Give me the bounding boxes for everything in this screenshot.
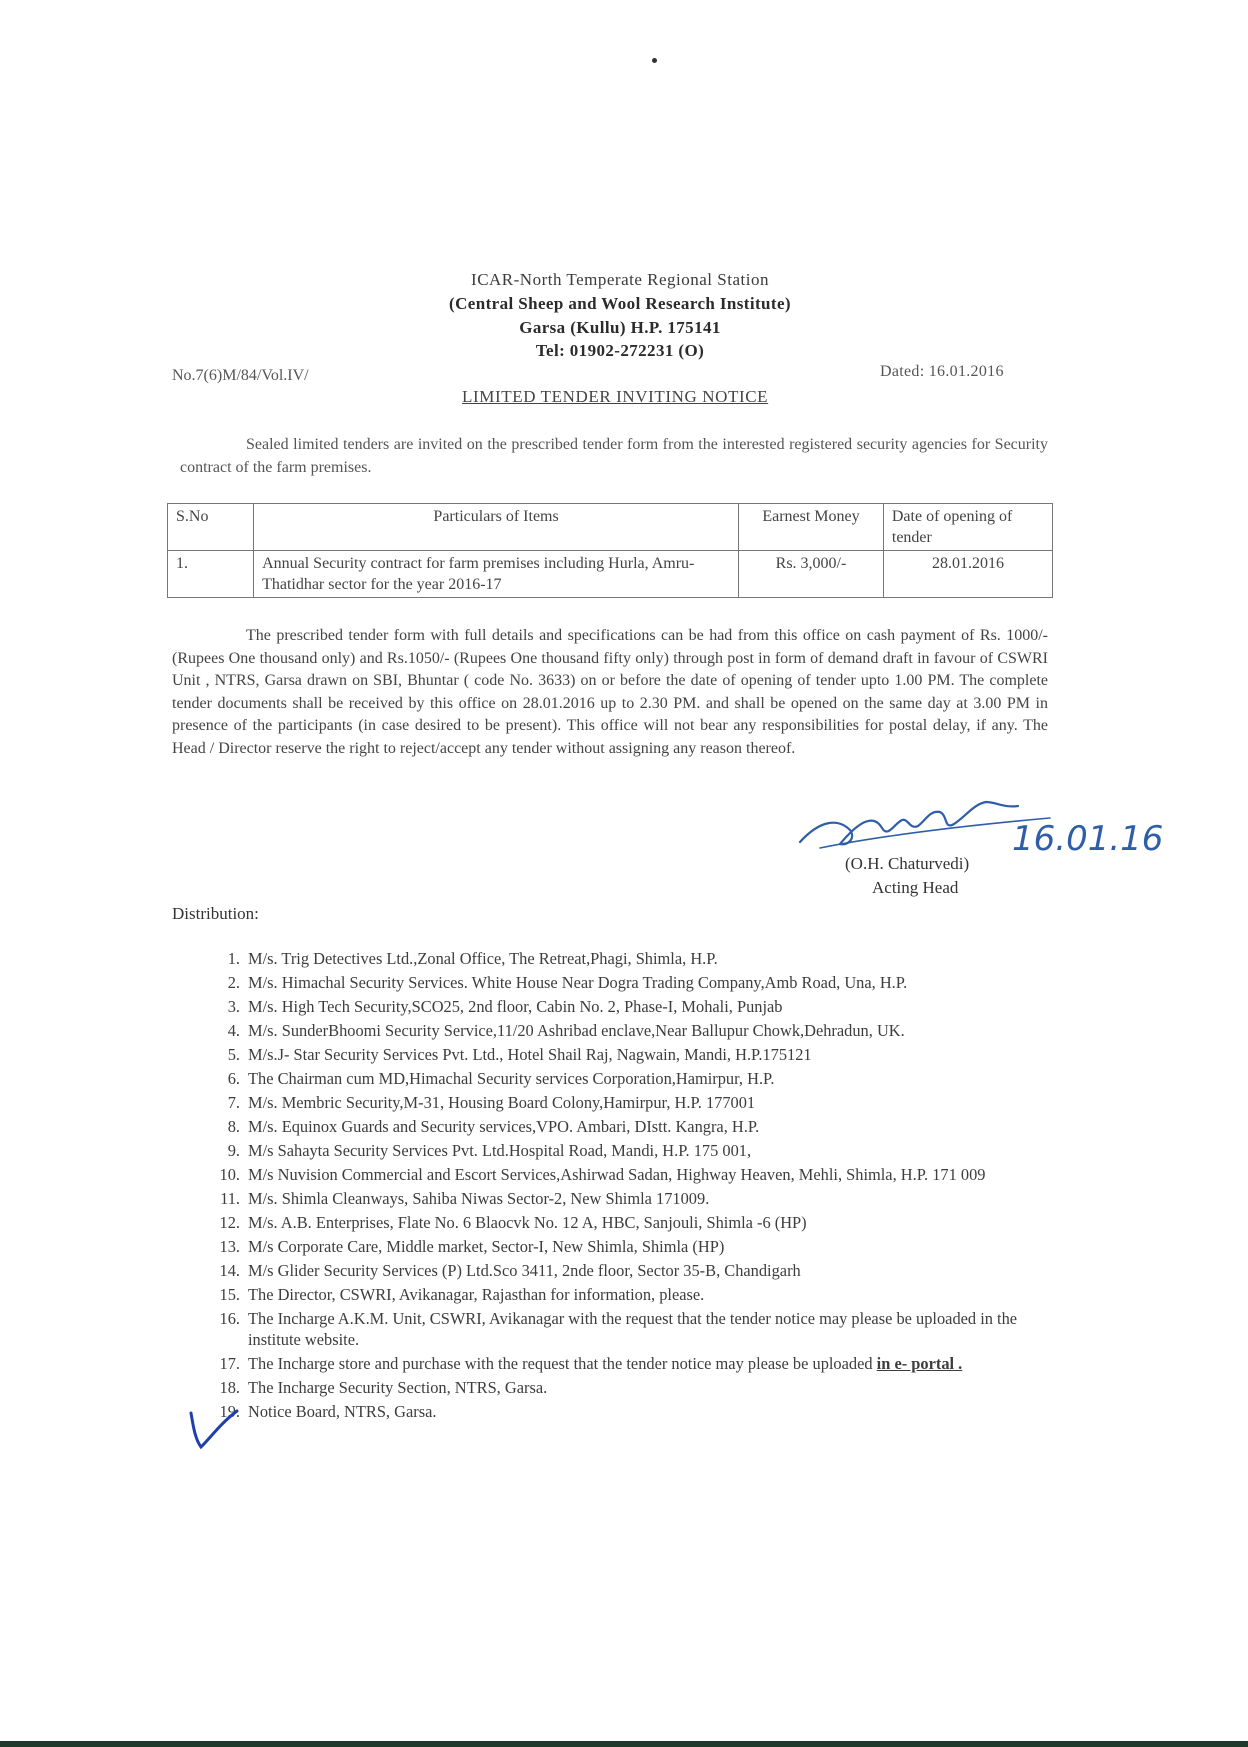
list-item-number: 5. [227,1045,240,1064]
list-item [219,1377,1068,1398]
list-item-text: M/s. Trig Detectives Ltd.,Zonal Office, The Retreat,Phagi, Shimla, H.P. [248,949,718,968]
table-row [168,551,1053,598]
list-item-number: 13. [219,1237,240,1256]
list-item-text: M/s. A.B. Enterprises, Flate No. 6 Blaocvk No. 12 A, HBC, Sanjouli, Shimla -6 (HP) [248,1213,807,1232]
speck-mark [652,58,657,63]
distribution-label: Distribution: [172,904,259,923]
signer-name: (O.H. Chaturvedi) [845,854,970,873]
header-opening-date: Date of opening of tender [883,504,1052,551]
list-item-number: 1. [227,949,240,968]
header-earnest-money: Earnest Money [739,504,884,551]
list-item-text: M/s. Himachal Security Services. White House Near Dogra Trading Company,Amb Road, Una, H.P. [248,973,908,992]
row-opening-date: 28.01.2016 [883,551,1052,598]
list-item-text: Notice Board, NTRS, Garsa. [248,1402,437,1421]
page-bottom-bar [0,1741,1248,1747]
list-item-text: M/s Glider Security Services (P) Ltd.Sco 3411, 2nde floor, Sector 35-B, Chandigarh [248,1261,801,1280]
intro-paragraph: Sealed limited tenders are invited on the prescribed tender form from the interested registered security agencies for Security contract of the farm premises. [180,436,1048,476]
list-item [219,1401,1068,1422]
list-item-number: 10. [219,1165,240,1184]
list-item [219,1164,1068,1185]
list-item-number: 7. [227,1093,240,1112]
list-item-number: 11. [220,1189,240,1208]
list-item [219,1212,1068,1233]
terms-paragraph: The prescribed tender form with full details and specifications can be had from this office on cash payment of Rs. 1000/- (Rupees One thousand only) and Rs.1050/- (Rupees One thousand fifty only) through post in form of demand draft in favour of CSWRI Unit , NTRS, Garsa drawn on SBI, Bhuntar ( code No. 3633) on or before the date of opening of tender upto 1.00 PM. The complete tender documents shall be received by this office on 28.01.2016 up to 2.30 PM. and shall be opened on the same day at 3.00 PM in presence of the participants (in case desired to be present). This office will not bear any responsibilities for postal delay, if any. The Head / Director reserve the right to reject/accept any tender without assigning any reason thereof. [172,627,1048,757]
list-item [227,972,1068,993]
list-item-text: M/s. SunderBhoomi Security Service,11/20 Ashribad enclave,Near Ballupur Chowk,Dehradun, UK. [248,1021,905,1040]
list-item-number: 8. [227,1117,240,1136]
list-item-number: 15. [219,1285,240,1304]
header-particulars: Particulars of Items [254,504,739,551]
list-item-text: The Incharge A.K.M. Unit, CSWRI, Avikanagar with the request that the tender notice may please be uploaded in the institute website. [248,1309,1018,1349]
institute-name: (Central Sheep and Wool Research Institute) [449,294,791,313]
list-item-text: M/s Corporate Care, Middle market, Sector-I, New Shimla, Shimla (HP) [248,1237,725,1256]
list-item [227,1140,1068,1161]
list-item-number: 19. [219,1402,240,1421]
list-item-text: M/s. High Tech Security,SCO25, 2nd floor, Cabin No. 2, Phase-I, Mohali, Punjab [248,997,783,1016]
list-item-number: 16. [219,1309,240,1328]
signer-title: Acting Head [872,878,959,897]
institute-telephone: Tel: 01902-272231 (O) [535,341,705,360]
check-mark-icon [185,1405,245,1455]
list-item-number: 4. [227,1021,240,1040]
list-item [219,1353,1068,1374]
notice-title: LIMITED TENDER INVITING NOTICE [462,387,769,406]
list-item-number: 14. [219,1261,240,1280]
row-sno: 1. [168,551,254,598]
list-item-text: M/s. Membric Security,M-31, Housing Board Colony,Hamirpur, H.P. 177001 [248,1093,756,1112]
list-item [219,1308,1068,1350]
list-item [219,1260,1068,1281]
handwritten-date: 16.01.16 [1012,819,1164,859]
station-name: ICAR-North Temperate Regional Station [471,270,769,289]
list-item-number: 6. [227,1069,240,1088]
list-item-text: M/s.J- Star Security Services Pvt. Ltd., Hotel Shail Raj, Nagwain, Mandi, H.P.175121 [248,1045,812,1064]
list-item [227,1092,1068,1113]
list-item-text: The Director, CSWRI, Avikanagar, Rajasthan for information, please. [248,1285,705,1304]
list-item-number: 2. [227,973,240,992]
list-item-text: The Incharge store and purchase with the request that the tender notice may please be uploaded [248,1354,877,1373]
list-item-number: 12. [219,1213,240,1232]
institute-address: Garsa (Kullu) H.P. 175141 [519,318,721,337]
list-item-number: 17. [219,1354,240,1373]
list-item-number: 18. [219,1378,240,1397]
list-item [227,1020,1068,1041]
list-item-number: 9. [227,1141,240,1160]
distribution-list [219,948,1068,1425]
list-item-text: The Chairman cum MD,Himachal Security services Corporation,Hamirpur, H.P. [248,1069,775,1088]
list-item-text: M/s Sahayta Security Services Pvt. Ltd.Hospital Road, Mandi, H.P. 175 001, [248,1141,752,1160]
list-item [220,1188,1068,1209]
tender-table [167,503,1053,598]
reference-number: No.7(6)M/84/Vol.IV/ [172,367,309,384]
list-item [227,996,1068,1017]
list-item [227,1068,1068,1089]
list-item [227,1044,1068,1065]
list-item [227,948,1068,969]
list-item-text: M/s Nuvision Commercial and Escort Services,Ashirwad Sadan, Highway Heaven, Mehli, Shimla, H.P. 171 009 [248,1165,986,1184]
list-item-text: M/s. Shimla Cleanways, Sahiba Niwas Sector-2, New Shimla 171009. [248,1189,710,1208]
row-particulars: Annual Security contract for farm premises including Hurla, Amru-Thatidhar sector for the year 2016-17 [254,551,739,598]
list-item-text: M/s. Equinox Guards and Security services,VPO. Ambari, DIstt. Kangra, H.P. [248,1117,760,1136]
list-item-emphasis: in e- portal . [876,1354,963,1373]
list-item [219,1236,1068,1257]
notice-date: Dated: 16.01.2016 [880,363,1004,380]
table-header-row [168,504,1053,551]
row-earnest-money: Rs. 3,000/- [739,551,884,598]
header-sno: S.No [168,504,254,551]
list-item-text: The Incharge Security Section, NTRS, Garsa. [248,1378,548,1397]
list-item-number: 3. [227,997,240,1016]
list-item [219,1284,1068,1305]
list-item [227,1116,1068,1137]
